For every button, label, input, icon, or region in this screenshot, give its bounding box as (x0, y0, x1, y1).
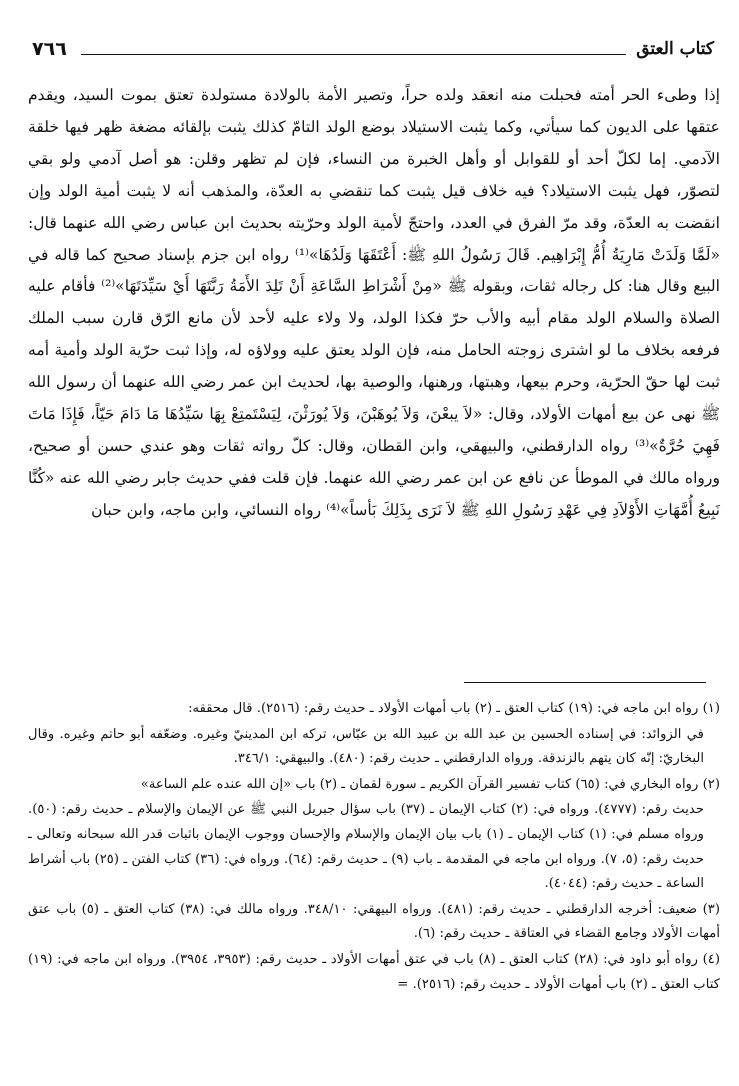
page-number: ٧٦٦ (32, 38, 67, 60)
footnote-3: (٣) ضعيف: أخرجه الدارقطني ـ حديث رقم: (٤٨١). ورواه البيهقي: ٣٤٨/١٠. ورواه مالك في: (٣٨) كتاب العتق ـ (٥) باب عتق أمهات الأولاد وجامع القضاء في العتاقة ـ حديث رقم: (٦). (28, 901, 720, 942)
page-header (28, 34, 720, 64)
main-text (28, 80, 720, 527)
footnote-2: (٢) رواه البخاري في: (٦٥) كتاب تفسير القرآن الكريم ـ سورة لقمان ـ (٢) باب «إن الله عنده علم الساعة» (140, 776, 720, 792)
footnote-2-continued: حديث رقم: (٤٧٧٧). ورواه في: (٢) كتاب الإيمان ـ (٣٧) باب سؤال جبريل النبي ﷺ عن الإيمان والإسلام ـ حديث رقم: (٥٠). ورواه مسلم في: (١) كتاب الإيمان ـ (١) باب بيان الإيمان والإسلام والإحسان ووجوب الإيمان باثبات قدر الله سبحانه وتعالى ـ حديث رقم: (٥، ٧). ورواه ابن ماجه في المقدمة ـ باب (٩) ـ حديث رقم: (٦٤). ورواه في: (٣٦) كتاب الفتن ـ (٢٥) باب أشراط الساعة ـ حديث رقم: (٤٠٤٤). (28, 802, 705, 892)
footnote-1: (١) رواه ابن ماجه في: (١٩) كتاب العتق ـ (٢) باب أمهات الأولاد ـ حديث رقم: (٢٥١٦). قال محققه: (188, 701, 720, 716)
footnote-1-continued: في الزوائد: في إسناده الحسين بن عبد الله بن عبيد الله بن عبّاس، تركه ابن المدينيّ وغيره. وضعّفه أبو حاتم وغيره. وقال البخاريّ: إنّه كان يتهم بالزندقة. ورواه الدارقطني ـ حديث رقم: (٤٨٠). والبيهقي: ٣٤٦/١. (28, 726, 704, 767)
footnote-4: (٤) رواه أبو داود في: (٢٨) كتاب العتق ـ (٨) باب في عتق أمهات الأولاد ـ حديث رقم: (٣٩٥٣، ٣٩٥٤). ورواه ابن ماجه في: (١٩) كتاب العتق ـ (٢) باب أمهات الأولاد ـ حديث رقم: (٢٥١٦). = (28, 951, 720, 992)
main-paragraph: إذا وطىء الحر أمته فحبلت منه انعقد ولده حراً، وتصير الأمة بالولادة مستولدة تعتق بموت السيد، ويقدم عتقها على الديون كما سيأتي، وكما يثبت الاستيلاد بوضع الولد التامّ كذلك يثبت بإلقائه مضغة ظهر فيها خلقة الآدمي. إما لكلّ أحد أو للقوابل أو وأهل الخبرة من النساء، فإن لم تظهر وقلن: هو أصل آدمي ولو بقي لتصوّر، فهل يثبت الاستيلاد؟ فيه خلاف قيل يثبت كما تنقضي به العدّة، والمذهب أنه لا يثبت أمية الولد وإن انقضت به العدّة، وقد مرّ الفرق في العدد، واحتجّ لأمية الولد وحرّيته بحديث ابن عباس رضي الله عنهما قال: «لَمَّا وَلَدَتْ مَارِيَةُ أُمُّ إِبْرَاهِيم. قَالَ رَسُولُ اللهِ ﷺ: أَعْتَقَهَا وَلَدُهَا»⁽¹⁾ رواه ابن جزم بإسناد صحيح كما قاله في البيع وقال هنا: كل رجاله ثقات، وبقوله ﷺ «مِنْ أَشْرَاطِ السَّاعَةِ أَنْ تَلِدَ الأَمَةُ رَبَّتَهَا أَيْ سَيِّدَتَهَا»⁽²⁾ فأقام عليه الصلاة والسلام الولد مقام أبيه والأب حرّ فكذا الولد، ولا ولاء عليه لأحد لأن مانع الرّق قارن سبب الملك فرفعه بخلاف ما لو اشترى زوجته الحامل منه، فإن الولد يعتق عليه وولاؤه له، وإذا ثبت حرّية الولد وأمية أمه ثبت لها حقّ الحرّية، وحرم بيعها، وهبتها، ورهنها، والوصية بها، لحديث ابن عمر رضي الله عنهما أن رسول الله ﷺ نهى عن بيع أمهات الأولاد، وقال: «لاَ يبعْنَ، وَلاَ يُوهَبْنَ، وَلاَ يُورَثْنَ، لِيَسْتَمتِعْ بِهَا سَيِّدُهَا مَا دَامَ حَيّاً، فَإِذَا مَاتَ فَهِيَ حُرَّةٌ»⁽³⁾ رواه الدارقطني، والبيهقي، وابن القطان، وقال: كلّ رواته ثقات وهو عندي حسن أو صحيح، ورواه مالك في الموطأ عن نافع عن ابن عمر رضي الله عنهما. فإن قلت ففي حديث جابر رضي الله عنه «كُنَّا نَبِيعُ أُمَّهَاتِ الأَوْلاَدِ فِي عَهْدِ رَسُولِ اللهِ ﷺ لاَ نَرَى بِذَلِكَ بَأساً»⁽⁴⁾ رواه النسائي، وابن ماجه، وابن حبان (28, 86, 721, 519)
running-title: كتاب العتق (636, 39, 714, 59)
footnote-separator (464, 682, 706, 683)
footnotes (28, 697, 720, 998)
header-rule (81, 54, 626, 55)
page (28, 0, 720, 1086)
